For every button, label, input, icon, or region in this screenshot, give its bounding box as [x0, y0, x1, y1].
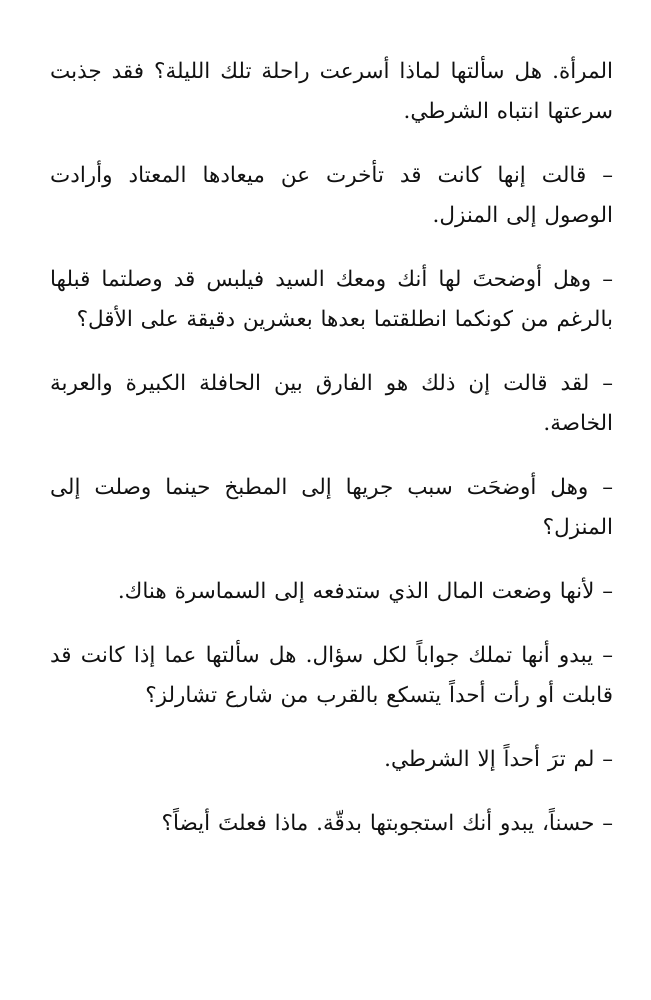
- paragraph-4: – لقد قالت إن ذلك هو الفارق بين الحافلة الكبيرة والعربة الخاصة.: [50, 371, 613, 436]
- paragraph-8: – لم ترَ أحداً إلا الشرطي.: [384, 747, 613, 772]
- paragraph-3: – وهل أوضحتَ لها أنك ومعك السيد فيلبس قد وصلتما قبلها بالرغم من كونكما انطلقتما بعدها بعشرين دقيقة على الأقل؟: [50, 267, 613, 332]
- paragraph-9: – حسناً، يبدو أنك استجوبتها بدقّة. ماذا فعلتَ أيضاً؟: [161, 811, 613, 836]
- paragraph-5: – وهل أوضحَت سبب جريها إلى المطبخ حينما وصلت إلى المنزل؟: [50, 475, 613, 540]
- paragraph-6: – لأنها وضعت المال الذي ستدفعه إلى السماسرة هناك.: [117, 579, 613, 604]
- paragraph-2: – قالت إنها كانت قد تأخرت عن ميعادها المعتاد وأرادت الوصول إلى المنزل.: [50, 163, 613, 228]
- paragraph-1: المرأة. هل سألتها لماذا أسرعت راحلة تلك الليلة؟ فقد جذبت سرعتها انتباه الشرطي.: [50, 59, 613, 124]
- paragraph-7: – يبدو أنها تملك جواباً لكل سؤال. هل سألتها عما إذا كانت قد قابلت أو رأت أحداً يتسكع بالقرب من شارع تشارلز؟: [50, 643, 613, 708]
